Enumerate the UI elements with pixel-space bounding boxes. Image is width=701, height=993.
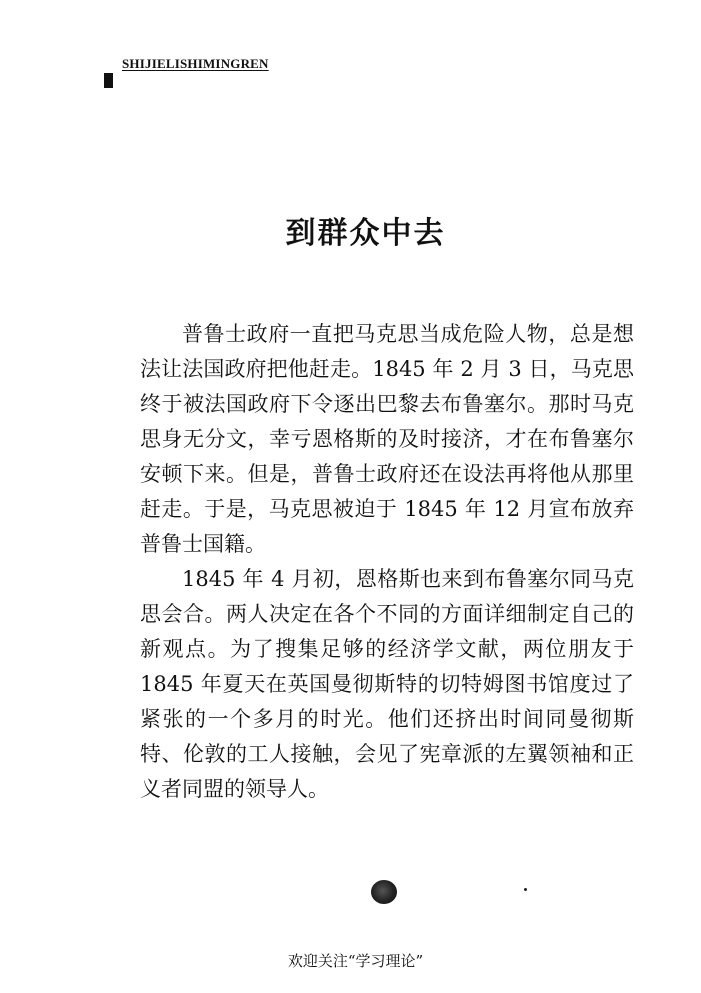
article-title: 到群众中去 — [285, 216, 446, 252]
header-marker — [104, 73, 113, 88]
footer-note: 欢迎关注“学习理论” — [287, 952, 424, 970]
running-header: SHIJIELISHIMINGREN — [122, 56, 269, 71]
print-speck — [524, 888, 527, 891]
page-ornament — [371, 880, 397, 904]
paragraph-1: 普鲁士政府一直把马克思当成危险人物，总是想法让法国政府把他赶走。1845 年 2 月 3 日，马克思终于被法国政府下令逐出巴黎去布鲁塞尔。那时马克思身无分文，幸亏恩格斯的及时接济，才在布鲁塞尔安顿下来。但是，普鲁士政府还在设法再将他从那里赶走。于是，马克思被迫于 1845 年 12 月宣布放弃普鲁士国籍。 — [140, 322, 634, 556]
paragraph-2: 1845 年 4 月初，恩格斯也来到布鲁塞尔同马克思会合。两人决定在各个不同的方面详细制定自己的新观点。为了搜集足够的经济学文献，两位朋友于 1845 年夏天在英国曼彻斯特的切特姆图书馆度过了紧张的一个多月的时光。他们还挤出时间同曼彻斯特、伦敦的工人接触，会见了宪章派的左翼领袖和正义者同盟的领导人。 — [140, 567, 634, 801]
article-body — [140, 317, 634, 807]
